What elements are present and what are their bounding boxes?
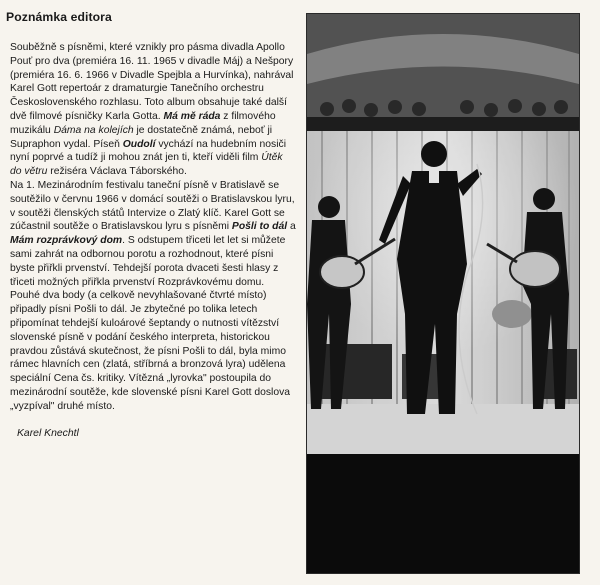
concert-photo <box>306 13 580 574</box>
text-run: Oudolí <box>122 138 156 150</box>
text-run: Souběžně s písněmi, které vznikly pro pásma divadla Apollo Pouť pro dva (premiéra 16. 11. 1965 v divadle Máj) a Nešpory (premiéra 16. 6. 1966 v Divadle Spejbla a Hurvínka), nahrával Karel Gott repertoár z dramaturgie Tanečního orchestru Československého rozhlasu. Toto album obsahuje také další dvě filmové písničky Karla Gotta. <box>10 42 294 122</box>
paragraph-1 <box>10 42 293 177</box>
text-run: Dáma na kolejích <box>53 124 134 136</box>
text-run: z filmového muzikálu <box>10 110 276 136</box>
text-run: Mám rozprávkový dom <box>10 235 123 247</box>
editor-note-heading: Poznámka editora <box>6 10 112 24</box>
concert-photo-image <box>307 14 579 573</box>
text-run: Má mě ráda <box>163 110 221 122</box>
text-run: . S odstupem třiceti let let si můžete sami zahrát na odbornou porotu a rozhodnout, které písni byste přiřkli prvenství. Tehdejší porota dvaceti šesti hlasy z třiceti možných přiřkla prvenství Rozprávkovému domu. Pouhé dva body (a celkově nevyhlašované čtvrté místo) připadly písni Pošli to dál. Je zbytečné po tolika letech připomínat tehdejší kuloárové šeptandy o nutnosti vítězství slovenské písně v podání českého interpreta, historickou pravdou zůstává skutečnost, že písni Pošli to dál, byla mimo rámec hlavních cen (zlatá, stříbrná a bronzová lyra) udělena speciální Cena čs. kritiky. Vítězná „lyrovka" postoupila do mezinárodní soutěže, kde slovenské písni Karel Gott doslova „vyzpíval" druhé místo. <box>10 235 291 412</box>
signature: Karel Knechtl <box>17 427 79 439</box>
text-run: Útěk do větru <box>10 152 283 178</box>
editor-note-body <box>10 41 296 414</box>
text-run: a <box>287 221 296 233</box>
editor-note-column <box>6 10 296 439</box>
text-run: režiséra Václava Táborského. <box>47 166 187 178</box>
text-run: Pošli to dál <box>231 221 288 233</box>
text-run: je dostatečně známá, neboť ji Supraphon vydal. Píseň <box>10 124 273 150</box>
text-run: Na 1. Mezinárodním festivalu taneční písně v Bratislavě se soutěžilo v červnu 1966 v domácí soutěži o Bratislavskou lyru, v soutěži členských států Intervize o Zlatý klíč. Karel Gott se zúčastnil soutěže o Bratislavskou lyru s písněmi <box>10 179 295 233</box>
paragraph-2 <box>10 180 296 412</box>
text-run: vychází na hudebním nosiči nyní poprvé a tudíž ji mohou znát jen ti, kteří viděli film <box>10 138 286 164</box>
